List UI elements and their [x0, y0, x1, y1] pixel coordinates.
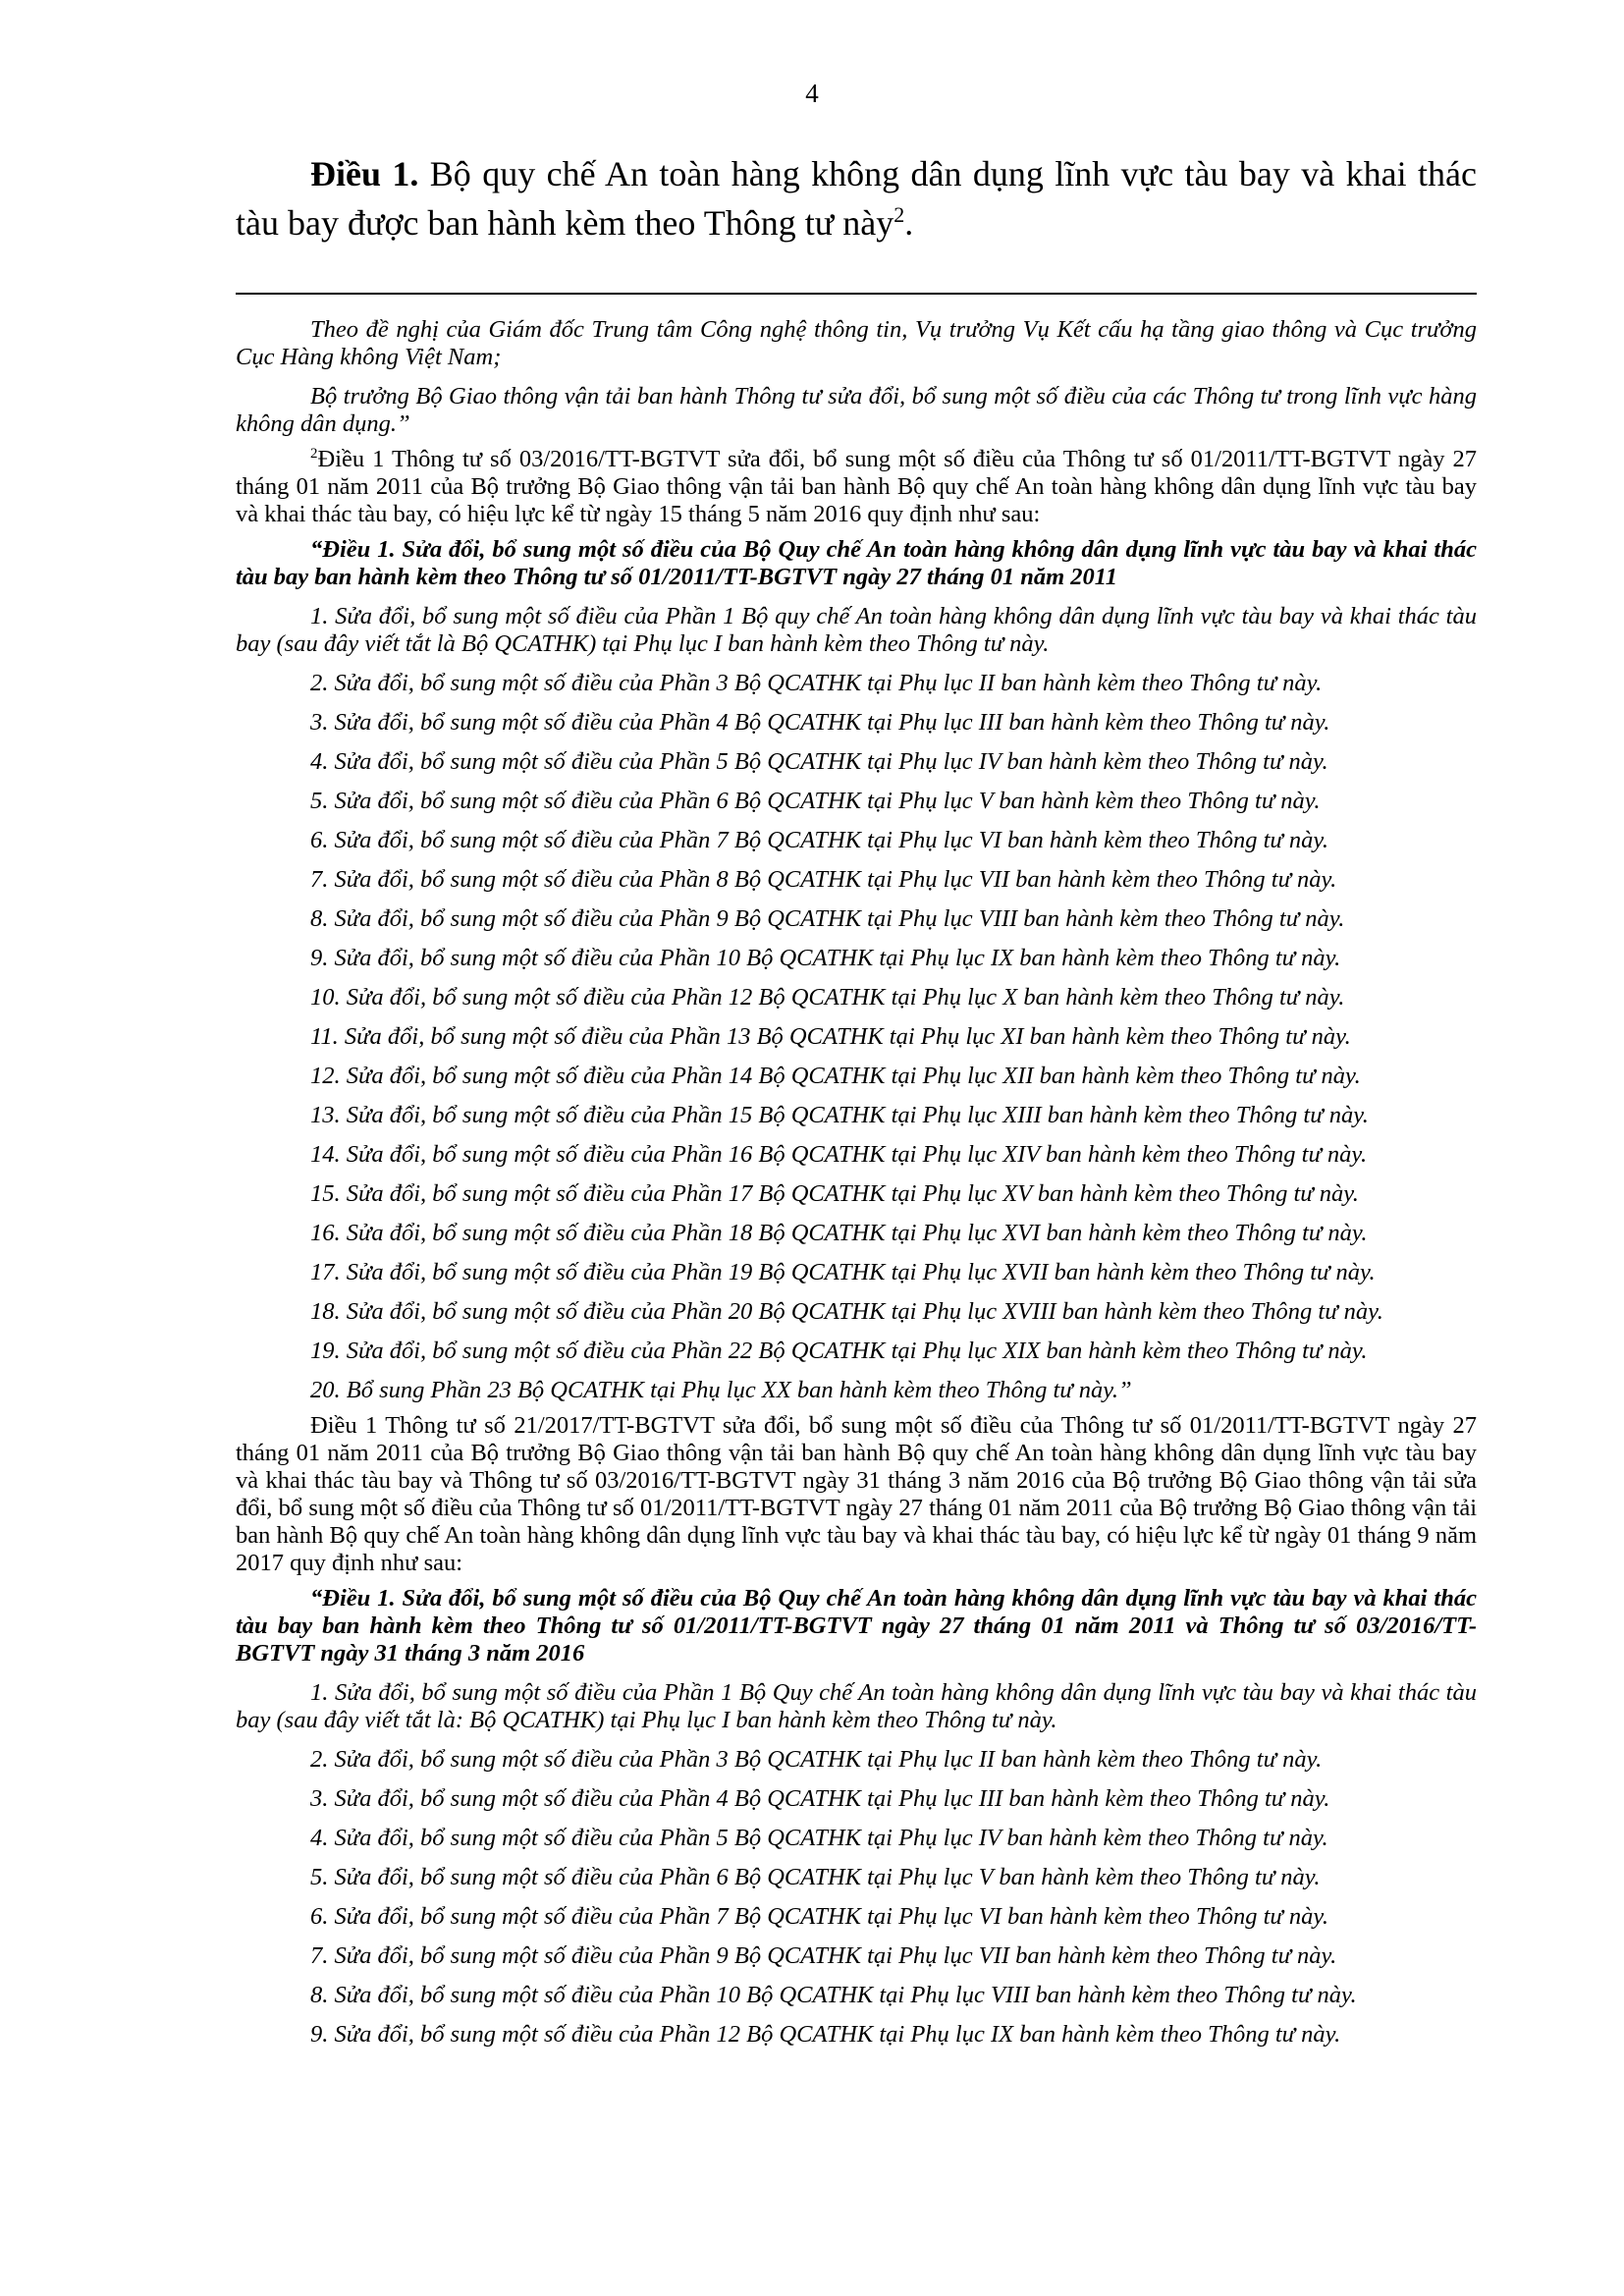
footnote-3-heading: “Điều 1. Sửa đổi, bổ sung một số điều của Bộ Quy chế An toàn hàng không dân dụng lĩnh vực tàu bay và khai thác tàu bay ban hành kèm theo Thông tư số 01/2011/TT-BGTVT ngày 27 tháng 01 năm 2011 và Thông tư số 03/2016/TT-BGTVT ngày 31 tháng 3 năm 2016: [236, 1585, 1477, 1667]
list-item: 5. Sửa đổi, bổ sung một số điều của Phần 6 Bộ QCATHK tại Phụ lục V ban hành kèm theo Thông tư này.: [310, 1864, 1321, 1890]
footnote-text: Điều 1 Thông tư số 03/2016/TT-BGTVT sửa đổi, bổ sung một số điều của Thông tư số 01/2011/TT-BGTVT ngày 27 tháng 01 năm 2011 của Bộ trưởng Bộ Giao thông vận tải ban hành Bộ quy chế An toàn hàng không dân dụng lĩnh vực tàu bay và khai thác tàu bay, có hiệu lực kể từ ngày 15 tháng 5 năm 2016 quy định như sau:: [236, 446, 1477, 527]
list-item: 3. Sửa đổi, bổ sung một số điều của Phần 4 Bộ QCATHK tại Phụ lục III ban hành kèm theo Thông tư này.: [310, 1785, 1330, 1812]
list-item: 11. Sửa đổi, bổ sung một số điều của Phần 13 Bộ QCATHK tại Phụ lục XI ban hành kèm theo Thông tư này.: [310, 1023, 1351, 1050]
list-item: 15. Sửa đổi, bổ sung một số điều của Phần 17 Bộ QCATHK tại Phụ lục XV ban hành kèm theo Thông tư này.: [310, 1180, 1359, 1207]
list-item: 2. Sửa đổi, bổ sung một số điều của Phần 3 Bộ QCATHK tại Phụ lục II ban hành kèm theo Thông tư này.: [310, 670, 1323, 696]
footnote-continuation: Theo đề nghị của Giám đốc Trung tâm Công nghệ thông tin, Vụ trưởng Vụ Kết cấu hạ tầng giao thông và Cục trưởng Cục Hàng không Việt Nam;: [236, 316, 1477, 370]
list-item: 17. Sửa đổi, bổ sung một số điều của Phần 19 Bộ QCATHK tại Phụ lục XVII ban hành kèm theo Thông tư này.: [310, 1259, 1376, 1285]
list-item: 7. Sửa đổi, bổ sung một số điều của Phần 9 Bộ QCATHK tại Phụ lục VII ban hành kèm theo Thông tư này.: [310, 1942, 1337, 1969]
list-item: 6. Sửa đổi, bổ sung một số điều của Phần 7 Bộ QCATHK tại Phụ lục VI ban hành kèm theo Thông tư này.: [310, 1903, 1329, 1930]
list-item: 9. Sửa đổi, bổ sung một số điều của Phần 10 Bộ QCATHK tại Phụ lục IX ban hành kèm theo Thông tư này.: [310, 945, 1341, 971]
page-number: 4: [805, 79, 819, 108]
article-label: Điều 1.: [310, 154, 419, 193]
list-item: 5. Sửa đổi, bổ sung một số điều của Phần 6 Bộ QCATHK tại Phụ lục V ban hành kèm theo Thông tư này.: [310, 788, 1321, 814]
article-1: [236, 149, 1477, 247]
list-item: 16. Sửa đổi, bổ sung một số điều của Phần 18 Bộ QCATHK tại Phụ lục XVI ban hành kèm theo Thông tư này.: [310, 1220, 1368, 1246]
list-item: 4. Sửa đổi, bổ sung một số điều của Phần 5 Bộ QCATHK tại Phụ lục IV ban hành kèm theo Thông tư này.: [310, 748, 1328, 775]
footnote-2-intro: [236, 446, 1477, 528]
footnote-ref-2[interactable]: 2: [893, 202, 905, 227]
list-item: 8. Sửa đổi, bổ sung một số điều của Phần 9 Bộ QCATHK tại Phụ lục VIII ban hành kèm theo Thông tư này.: [310, 905, 1345, 932]
list-item: 10. Sửa đổi, bổ sung một số điều của Phần 12 Bộ QCATHK tại Phụ lục X ban hành kèm theo Thông tư này.: [310, 984, 1345, 1011]
list-item: 9. Sửa đổi, bổ sung một số điều của Phần 12 Bộ QCATHK tại Phụ lục IX ban hành kèm theo Thông tư này.: [310, 2021, 1341, 2048]
footnote-3-intro: Điều 1 Thông tư số 21/2017/TT-BGTVT sửa đổi, bổ sung một số điều của Thông tư số 01/2011/TT-BGTVT ngày 27 tháng 01 năm 2011 của Bộ trưởng Bộ Giao thông vận tải ban hành Bộ quy chế An toàn hàng không dân dụng lĩnh vực tàu bay và khai thác tàu bay và Thông tư số 03/2016/TT-BGTVT ngày 31 tháng 3 năm 2016 của Bộ trưởng Bộ Giao thông vận tải sửa đổi, bổ sung một số điều của Thông tư số 01/2011/TT-BGTVT ngày 27 tháng 01 năm 2011 của Bộ trưởng Bộ Giao thông vận tải ban hành Bộ quy chế An toàn hàng không dân dụng lĩnh vực tàu bay và khai thác tàu bay, có hiệu lực kể từ ngày 01 tháng 9 năm 2017 quy định như sau:: [236, 1412, 1477, 1576]
footnote-2-heading: “Điều 1. Sửa đổi, bổ sung một số điều của Bộ Quy chế An toàn hàng không dân dụng lĩnh vực tàu bay và khai thác tàu bay ban hành kèm theo Thông tư số 01/2011/TT-BGTVT ngày 27 tháng 01 năm 2011: [236, 536, 1477, 590]
list-item: 6. Sửa đổi, bổ sung một số điều của Phần 7 Bộ QCATHK tại Phụ lục VI ban hành kèm theo Thông tư này.: [310, 827, 1329, 853]
list-item: 8. Sửa đổi, bổ sung một số điều của Phần 10 Bộ QCATHK tại Phụ lục VIII ban hành kèm theo Thông tư này.: [310, 1982, 1357, 2008]
list-item: 3. Sửa đổi, bổ sung một số điều của Phần 4 Bộ QCATHK tại Phụ lục III ban hành kèm theo Thông tư này.: [310, 709, 1330, 736]
article-text: Bộ quy chế An toàn hàng không dân dụng lĩnh vực tàu bay và khai thác tàu bay được ban hành kèm theo Thông tư này: [236, 154, 1478, 243]
list-item: 13. Sửa đổi, bổ sung một số điều của Phần 15 Bộ QCATHK tại Phụ lục XIII ban hành kèm theo Thông tư này.: [310, 1102, 1369, 1128]
list-item: 18. Sửa đổi, bổ sung một số điều của Phần 20 Bộ QCATHK tại Phụ lục XVIII ban hành kèm theo Thông tư này.: [310, 1298, 1383, 1325]
footnote-continuation: Bộ trưởng Bộ Giao thông vận tải ban hành Thông tư sửa đổi, bổ sung một số điều của các Thông tư trong lĩnh vực hàng không dân dụng.”: [236, 383, 1477, 437]
list-item: 19. Sửa đổi, bổ sung một số điều của Phần 22 Bộ QCATHK tại Phụ lục XIX ban hành kèm theo Thông tư này.: [310, 1338, 1368, 1364]
list-item: 1. Sửa đổi, bổ sung một số điều của Phần 1 Bộ quy chế An toàn hàng không dân dụng lĩnh vực tàu bay và khai thác tàu bay (sau đây viết tắt là Bộ QCATHK) tại Phụ lục I ban hành kèm theo Thông tư này.: [236, 603, 1477, 657]
list-item: 12. Sửa đổi, bổ sung một số điều của Phần 14 Bộ QCATHK tại Phụ lục XII ban hành kèm theo Thông tư này.: [310, 1063, 1361, 1089]
list-item: 4. Sửa đổi, bổ sung một số điều của Phần 5 Bộ QCATHK tại Phụ lục IV ban hành kèm theo Thông tư này.: [310, 1825, 1328, 1851]
list-item: 20. Bổ sung Phần 23 Bộ QCATHK tại Phụ lục XX ban hành kèm theo Thông tư này.”: [310, 1377, 1132, 1403]
list-item: 1. Sửa đổi, bổ sung một số điều của Phần 1 Bộ Quy chế An toàn hàng không dân dụng lĩnh vực tàu bay và khai thác tàu bay (sau đây viết tắt là: Bộ QCATHK) tại Phụ lục I ban hành kèm theo Thông tư này.: [236, 1679, 1477, 1733]
article-end: .: [904, 203, 914, 243]
list-item: 7. Sửa đổi, bổ sung một số điều của Phần 8 Bộ QCATHK tại Phụ lục VII ban hành kèm theo Thông tư này.: [310, 866, 1337, 893]
footnotes: [236, 316, 1477, 2060]
list-item: 14. Sửa đổi, bổ sung một số điều của Phần 16 Bộ QCATHK tại Phụ lục XIV ban hành kèm theo Thông tư này.: [310, 1141, 1368, 1168]
footnote-marker: 2: [310, 445, 318, 462]
list-item: 2. Sửa đổi, bổ sung một số điều của Phần 3 Bộ QCATHK tại Phụ lục II ban hành kèm theo Thông tư này.: [310, 1746, 1323, 1773]
footnote-separator: [236, 293, 1477, 295]
